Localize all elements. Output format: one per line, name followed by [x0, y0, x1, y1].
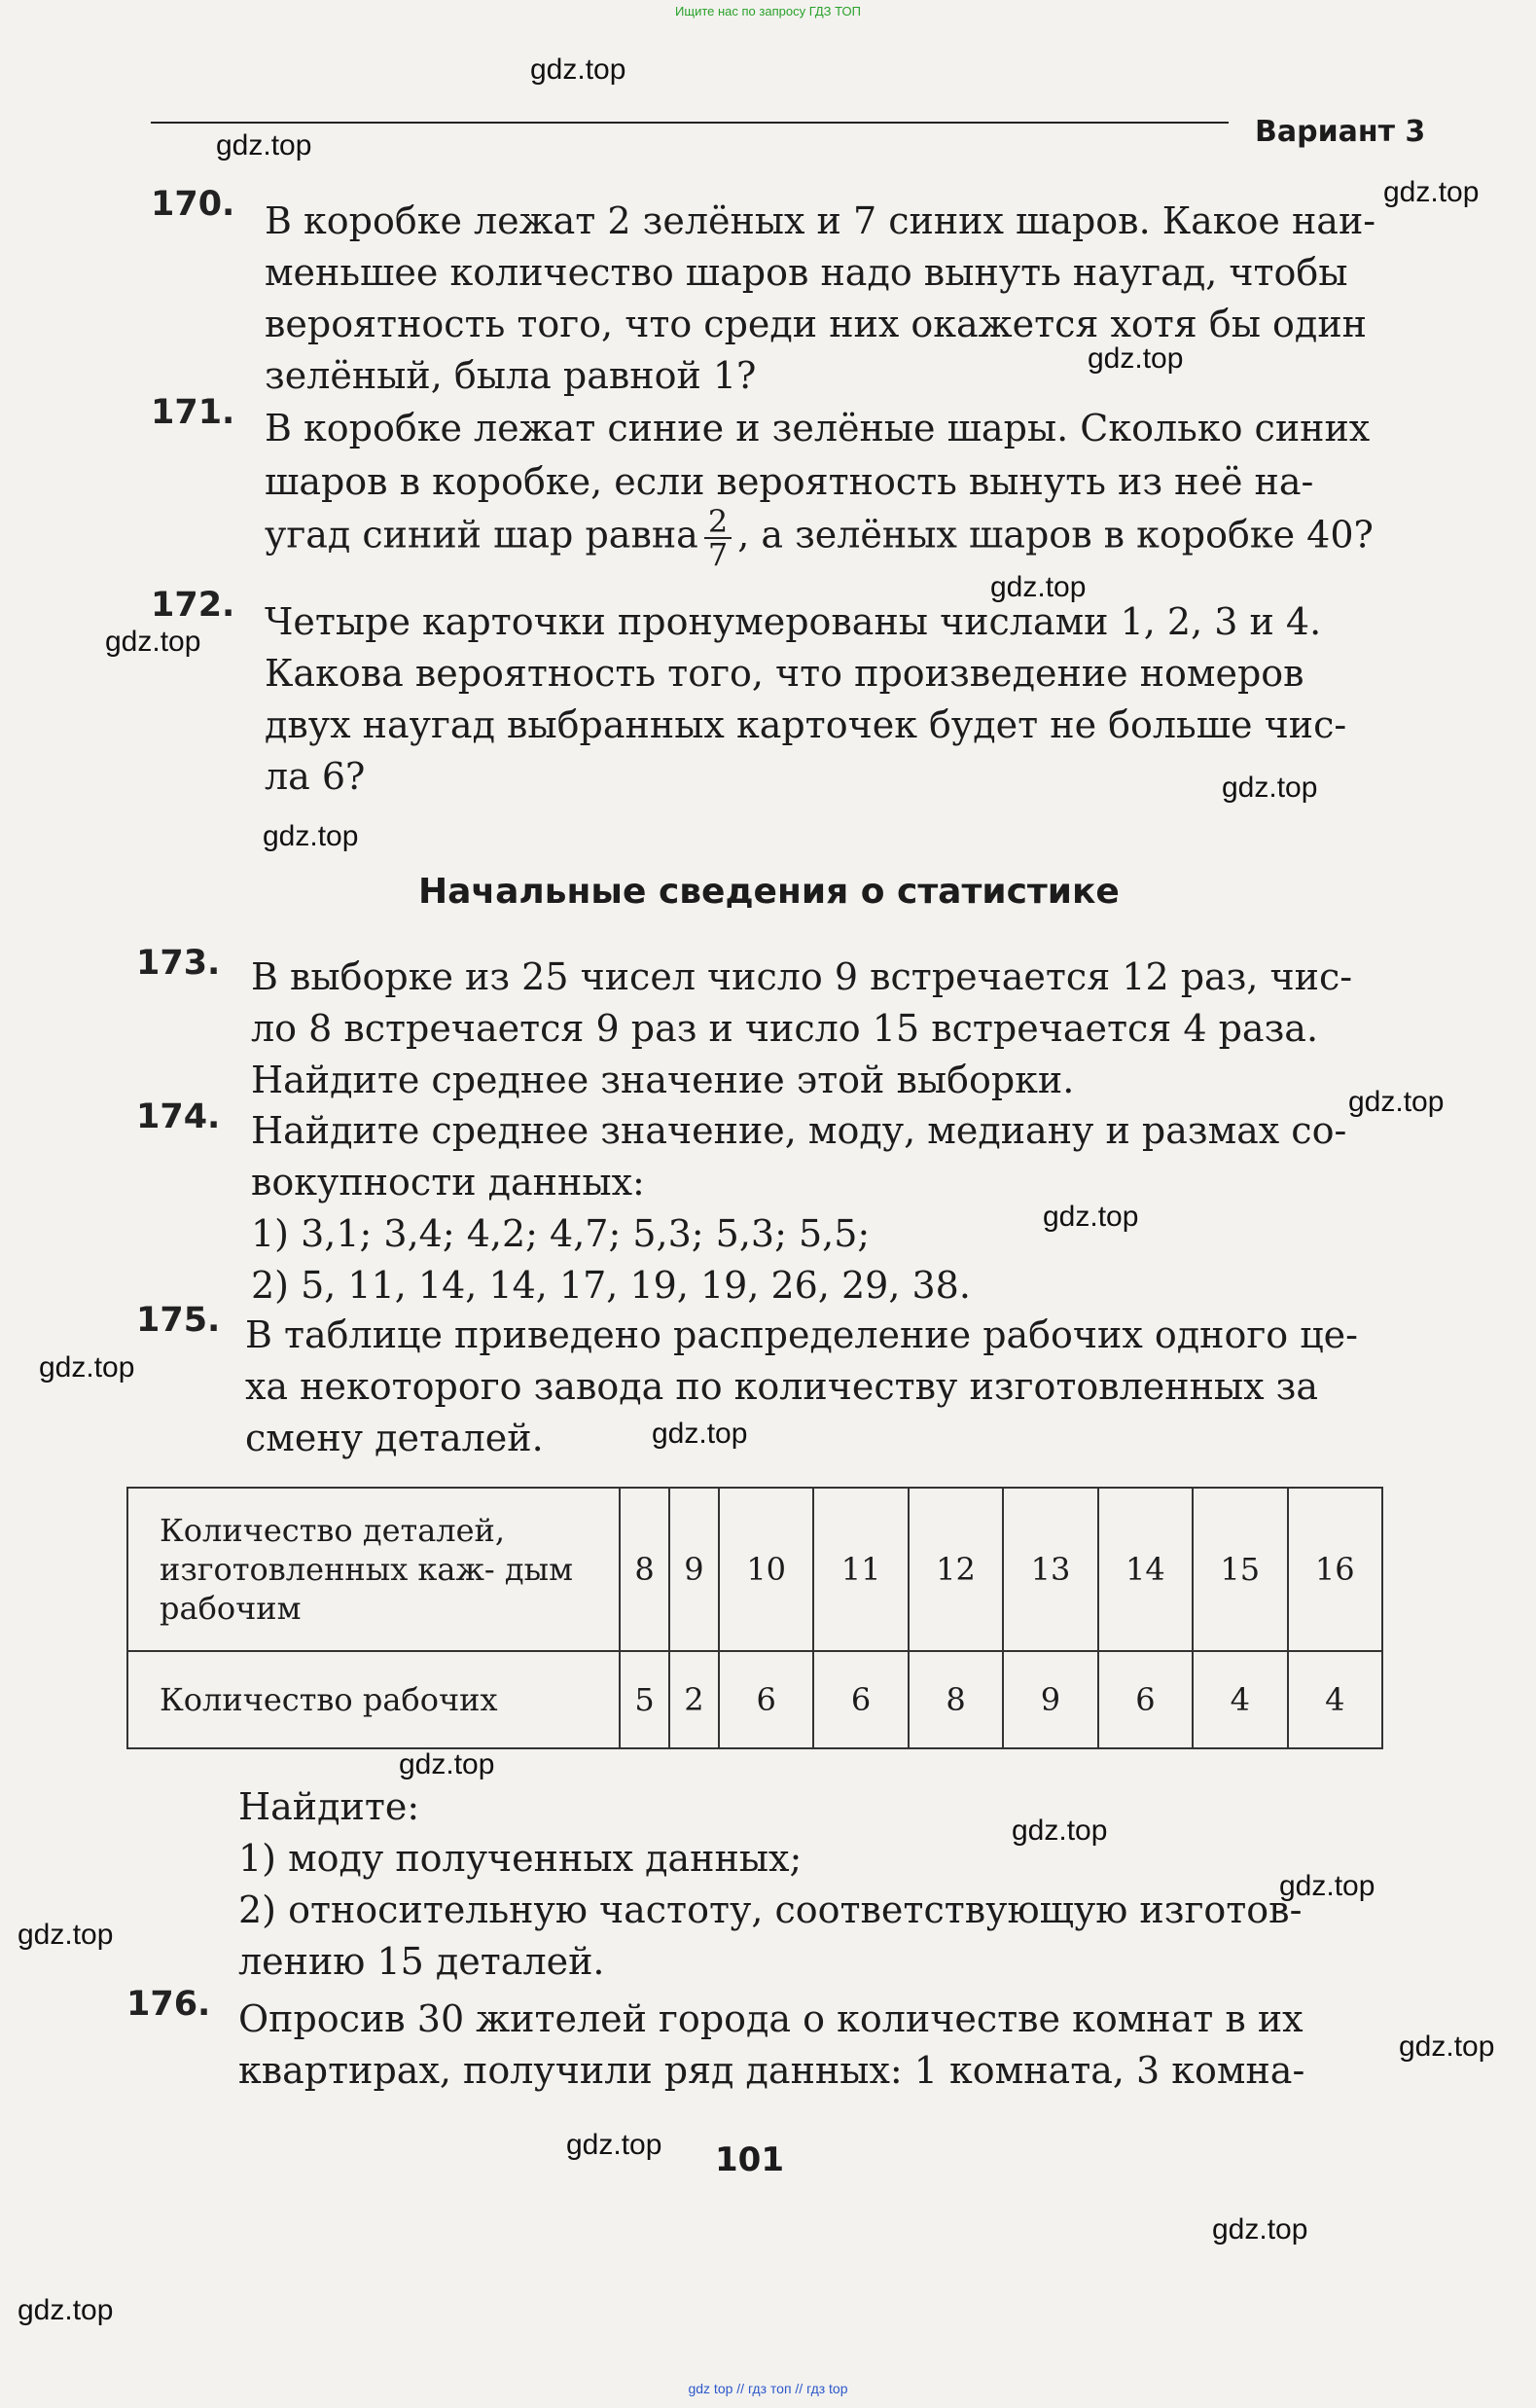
table-cell: 9	[669, 1488, 719, 1651]
problem-173-line: Найдите среднее значение этой выборки.	[251, 1059, 1075, 1101]
problem-172-line: двух наугад выбранных карточек будет не больше чис-	[265, 703, 1347, 746]
page-number: 101	[715, 2140, 784, 2179]
table-cell: 16	[1288, 1488, 1383, 1651]
problem-171-text-before: угад синий шар равна	[265, 513, 698, 557]
problem-174-line: 2) 5, 11, 14, 14, 17, 19, 19, 26, 29, 38.	[251, 1264, 971, 1307]
fraction-numerator: 2	[707, 503, 729, 540]
watermark: gdz.top	[1012, 1815, 1108, 1847]
problem-176-line: квартирах, получили ряд данных: 1 комната, 3 комна-	[238, 2049, 1305, 2092]
variant-label: Вариант 3	[1255, 115, 1426, 149]
watermark: gdz.top	[1279, 1870, 1375, 1902]
watermark: gdz.top	[39, 1351, 135, 1384]
header-rule	[151, 122, 1229, 124]
watermark: gdz.top	[652, 1418, 748, 1450]
watermark: gdz.top	[990, 571, 1087, 603]
problem-175-line: В таблице приведено распределение рабочих одного це-	[245, 1313, 1359, 1356]
table-cell: 10	[719, 1488, 813, 1651]
problem-171-line-fraction	[265, 503, 1374, 573]
table-cell: 13	[1003, 1488, 1097, 1651]
problem-172-line: Четыре карточки пронумерованы числами 1, 2, 3 и 4.	[265, 600, 1322, 643]
top-note: Ищите нас по запросу ГДЗ ТОП	[675, 4, 861, 18]
watermark: gdz.top	[1348, 1086, 1445, 1118]
problem-170-line: меньшее количество шаров надо вынуть наугад, чтобы	[265, 251, 1348, 294]
table-row	[127, 1651, 1382, 1748]
watermark: gdz.top	[1399, 2031, 1495, 2063]
problem-174-line: Найдите среднее значение, моду, медиану и размах со-	[251, 1109, 1347, 1152]
table-cell: 8	[620, 1488, 669, 1651]
table-cell: 11	[813, 1488, 908, 1651]
problem-175-number: 175.	[136, 1301, 221, 1340]
watermark: gdz.top	[566, 2129, 662, 2161]
problem-175-after-line: лению 15 деталей.	[238, 1940, 605, 1983]
watermark: gdz.top	[1043, 1201, 1139, 1233]
watermark: gdz.top	[18, 2294, 114, 2326]
problem-175-line: ха некоторого завода по количеству изготовленных за	[245, 1365, 1319, 1408]
table-cell: 4	[1193, 1651, 1287, 1748]
table-cell: 6	[1098, 1651, 1193, 1748]
section-title: Начальные сведения о статистике	[418, 872, 1120, 912]
watermark: gdz.top	[18, 1919, 114, 1951]
problem-173-number: 173.	[136, 944, 221, 983]
table-header-cell: Количество рабочих	[127, 1651, 620, 1748]
table-cell: 14	[1098, 1488, 1193, 1651]
table-cell: 6	[813, 1651, 908, 1748]
problem-175-line: смену деталей.	[245, 1417, 544, 1459]
table-cell: 5	[620, 1651, 669, 1748]
problem-173-line: В выборке из 25 чисел число 9 встречается 12 раз, чис-	[251, 955, 1353, 998]
problem-170-line: В коробке лежат 2 зелёных и 7 синих шаров. Какое наи-	[265, 199, 1376, 242]
watermark: gdz.top	[1222, 772, 1318, 804]
problem-175-after-line: 1) моду полученных данных;	[238, 1837, 803, 1880]
table-header-cell: Количество деталей, изготовленных каж- дым рабочим	[127, 1488, 620, 1651]
watermark: gdz.top	[399, 1748, 495, 1780]
table-cell: 12	[909, 1488, 1003, 1651]
problem-176-number: 176.	[126, 1985, 211, 2024]
table-cell: 6	[719, 1651, 813, 1748]
watermark: gdz.top	[530, 54, 626, 86]
problem-172-line: ла 6?	[265, 755, 366, 798]
watermark: gdz.top	[105, 626, 201, 658]
distribution-table	[126, 1487, 1383, 1749]
table-cell: 15	[1193, 1488, 1287, 1651]
problem-175-after-line: 2) относительную частоту, соответствующую изготов-	[238, 1888, 1303, 1931]
probability-fraction	[704, 503, 732, 573]
watermark: gdz.top	[1212, 2213, 1308, 2246]
problem-174-line: вокупности данных:	[251, 1161, 645, 1204]
problem-170-number: 170.	[151, 185, 235, 224]
watermark: gdz.top	[216, 129, 312, 162]
problem-172-line: Какова вероятность того, что произведение номеров	[265, 652, 1304, 695]
problem-172-number: 172.	[151, 586, 235, 625]
table-cell: 2	[669, 1651, 719, 1748]
problem-171-line: шаров в коробке, если вероятность вынуть из неё на-	[265, 460, 1314, 503]
watermark: gdz.top	[263, 820, 359, 852]
problem-175-after-line: Найдите:	[238, 1785, 420, 1828]
problem-176-line: Опросив 30 жителей города о количестве комнат в их	[238, 1997, 1304, 2040]
watermark: gdz.top	[1088, 342, 1184, 375]
fraction-denominator: 7	[704, 537, 732, 570]
problem-170-line: вероятность того, что среди них окажется хотя бы один	[265, 303, 1367, 345]
problem-174-number: 174.	[136, 1097, 221, 1136]
problem-170-line: зелёный, была равной 1?	[265, 354, 757, 397]
problem-171-line: В коробке лежат синие и зелёные шары. Сколько синих	[265, 407, 1371, 449]
table-cell: 4	[1288, 1651, 1383, 1748]
problem-174-line: 1) 3,1; 3,4; 4,2; 4,7; 5,3; 5,3; 5,5;	[251, 1212, 871, 1255]
problem-173-line: ло 8 встречается 9 раз и число 15 встречается 4 раза.	[251, 1007, 1319, 1050]
table-cell: 8	[909, 1651, 1003, 1748]
table-cell: 9	[1003, 1651, 1097, 1748]
problem-171-number: 171.	[151, 393, 235, 432]
table-row	[127, 1488, 1382, 1651]
problem-171-text-after: , а зелёных шаров в коробке 40?	[737, 513, 1374, 557]
bottom-note: gdz top // гдз топ // гдз top	[688, 2381, 848, 2396]
watermark: gdz.top	[1383, 176, 1480, 208]
